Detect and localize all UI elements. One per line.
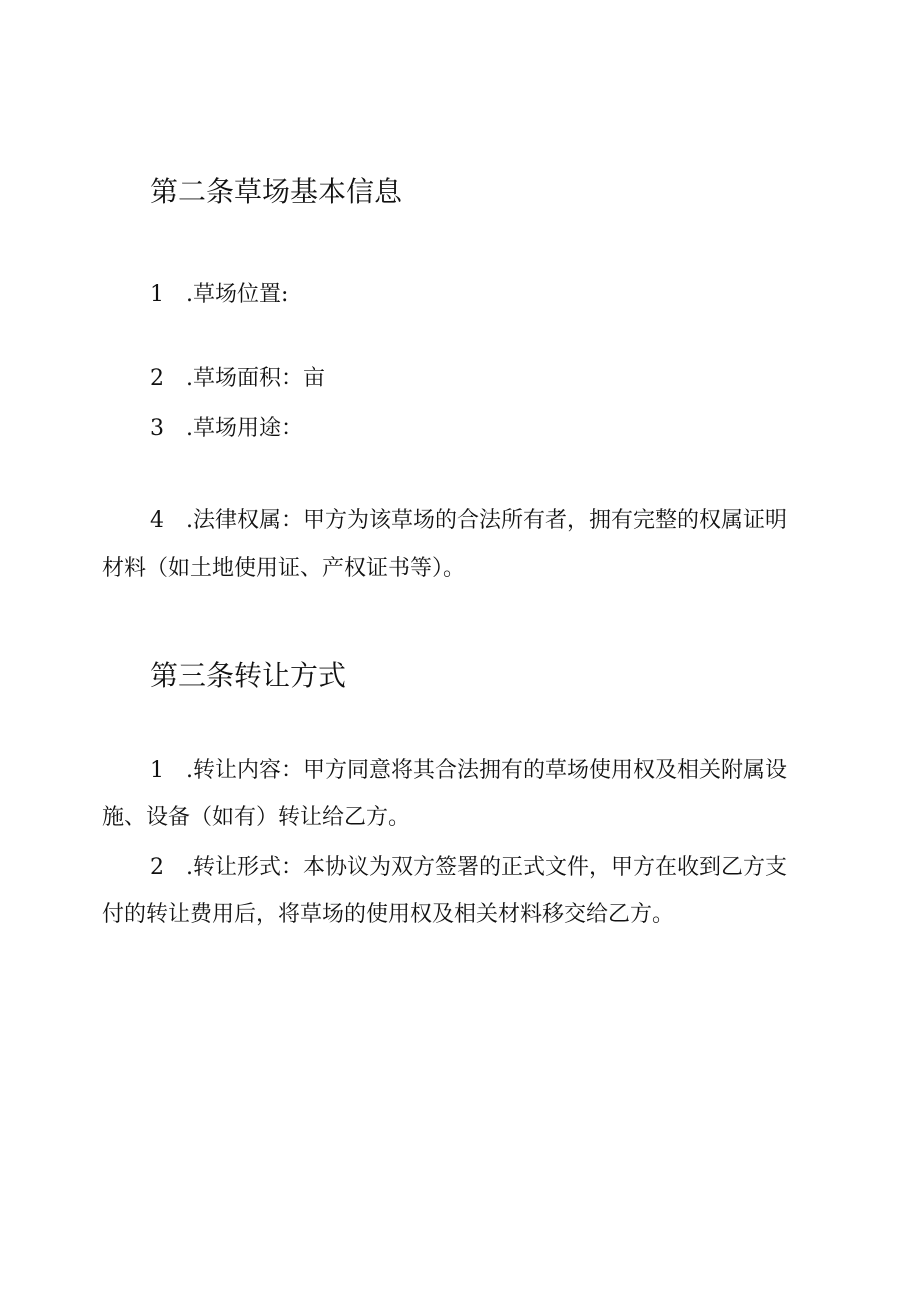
section-2-heading: 第二条草场基本信息 [150, 175, 403, 208]
section-3-heading: 第三条转让方式 [150, 659, 347, 692]
section-3-item-2 [150, 853, 787, 883]
section-3-item-1-continuation: 施、设备（如有）转让给乙方。 [102, 805, 411, 830]
item-text: .转让内容：甲方同意将其合法拥有的草场使用权及相关附属设 [186, 758, 787, 783]
section-3-item-2-continuation: 付的转让费用后，将草场的使用权及相关材料移交给乙方。 [102, 902, 675, 927]
item-text: .草场用途： [186, 416, 303, 441]
section-2-item-2 [150, 364, 325, 394]
item-text: .转让形式：本协议为双方签署的正式文件，甲方在收到乙方支 [186, 855, 787, 880]
item-number: 4 [150, 508, 164, 533]
section-2-item-4 [150, 506, 787, 536]
item-number: 1 [150, 282, 164, 307]
item-text: .草场位置: [186, 282, 289, 307]
section-2-item-4-continuation: 材料（如土地使用证、产权证书等）。 [102, 556, 466, 581]
section-2-item-1 [150, 280, 288, 310]
item-text: .法律权属：甲方为该草场的合法所有者，拥有完整的权属证明 [186, 508, 787, 533]
section-2-item-3 [150, 414, 303, 444]
section-3-item-1 [150, 756, 787, 786]
item-number: 3 [150, 416, 164, 441]
item-text: .草场面积：亩 [186, 366, 325, 391]
item-number: 1 [150, 758, 164, 783]
item-number: 2 [150, 366, 164, 391]
item-number: 2 [150, 855, 164, 880]
